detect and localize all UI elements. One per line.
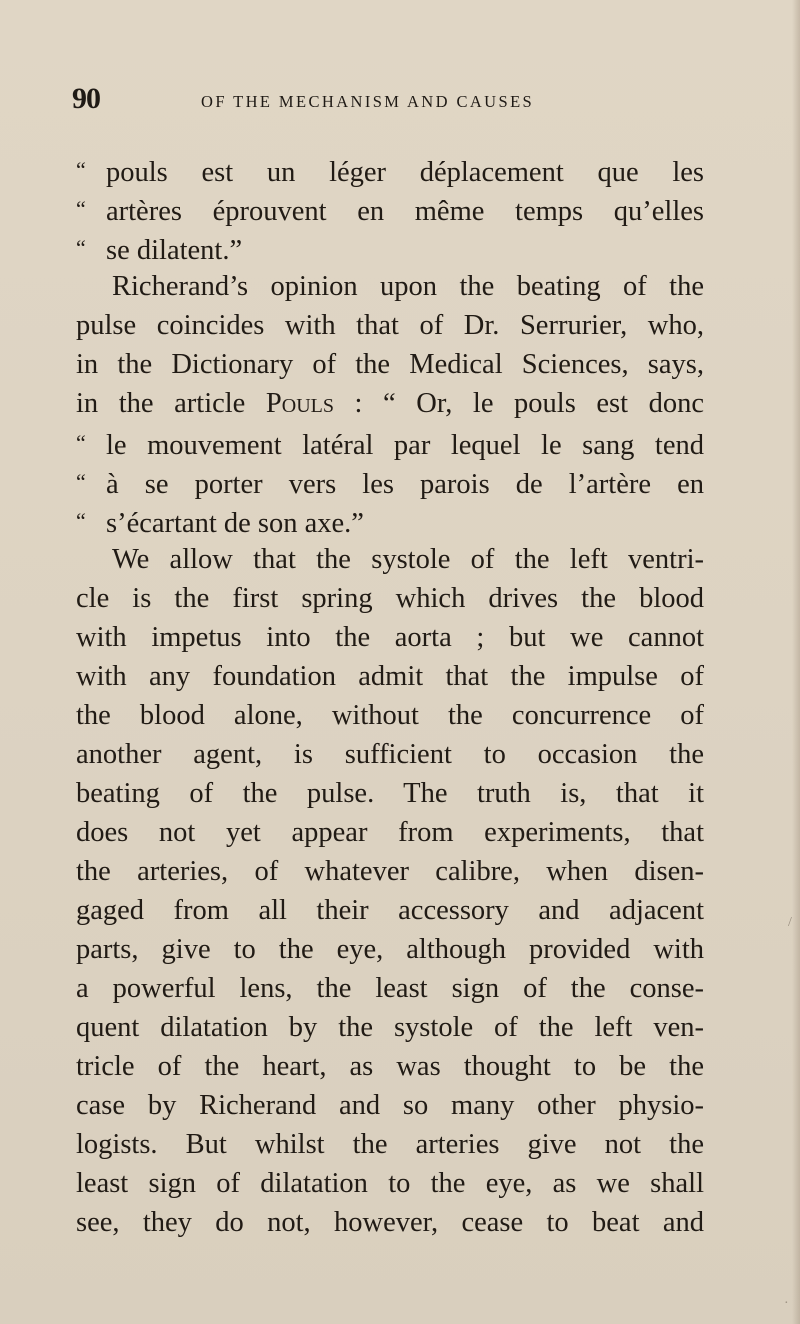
text-line [76,345,704,384]
text-line [76,813,704,852]
text-line [76,696,704,735]
text-line [76,657,704,696]
quote-mark: “ [76,157,86,182]
line-text: with impetus into the aorta ; but we cannot [76,622,704,653]
text-line [76,228,704,267]
text-line [76,735,704,774]
line-text: the blood alone, without the concurrence of [76,700,704,731]
text-line [76,618,704,657]
page-number: 90 [72,82,100,115]
text-line [76,501,704,540]
quote-mark: “ [76,196,86,221]
line-text: case by Richerand and so many other physio- [76,1090,704,1121]
line-text: gaged from all their accessory and adjacent [76,895,704,926]
text-line [76,774,704,813]
line-text: a powerful lens, the least sign of the conse- [76,973,704,1004]
line-text: We allow that the systole of the left ventri- [112,544,704,575]
text-line [76,540,704,579]
body-text [76,150,704,1242]
quote-mark: “ [76,508,86,533]
line-text: beating of the pulse. The truth is, that it [76,778,704,809]
line-text: in the article Pouls : “ Or, le pouls est donc [76,388,704,419]
line-text: tricle of the heart, as was thought to be the [76,1051,704,1082]
text-line [76,267,704,306]
text-line [76,1203,704,1242]
text-line [76,423,704,462]
text-line [76,384,704,423]
line-text: pouls est un léger déplacement que les [106,157,704,188]
line-text: does not yet appear from experiments, that [76,817,704,848]
line-text: Richerand’s opinion upon the beating of the [112,271,704,302]
line-text: à se porter vers les parois de l’artère en [106,469,704,500]
quote-mark: “ [76,235,86,260]
line-text: the arteries, of whatever calibre, when disen- [76,856,704,887]
line-text: quent dilatation by the systole of the left ven- [76,1012,704,1043]
line-text: se dilatent.” [106,235,243,266]
line-text: cle is the first spring which drives the blood [76,583,704,614]
text-line [76,1047,704,1086]
text-line [76,189,704,228]
quote-mark: “ [76,430,86,455]
line-text: pulse coincides with that of Dr. Serrurier, who, [76,310,704,341]
text-line [76,150,704,189]
text-line [76,1086,704,1125]
page-header [72,82,712,132]
quote-mark: “ [76,469,86,494]
text-line [76,1008,704,1047]
line-text: le mouvement latéral par lequel le sang tend [106,430,704,461]
margin-dot: · [784,1296,789,1311]
text-line [76,462,704,501]
text-line [76,852,704,891]
running-head: OF THE MECHANISM AND CAUSES [201,92,535,111]
line-text: logists. But whilst the arteries give not the [76,1129,704,1160]
text-line [76,1125,704,1164]
text-line [76,891,704,930]
line-text: least sign of dilatation to the eye, as we shall [76,1168,704,1199]
text-line [76,969,704,1008]
line-text: see, they do not, however, cease to beat and [76,1207,704,1238]
text-line [76,306,704,345]
text-line [76,1164,704,1203]
line-text: another agent, is sufficient to occasion the [76,739,704,770]
line-text: in the Dictionary of the Medical Sciences, says, [76,349,704,380]
line-text: s’écartant de son axe.” [106,508,364,539]
page-edge-shadow [792,0,800,1324]
text-line [76,930,704,969]
line-text: parts, give to the eye, although provided with [76,934,704,965]
line-text: artères éprouvent en même temps qu’elles [106,196,704,227]
line-text: with any foundation admit that the impulse of [76,661,704,692]
text-line [76,579,704,618]
margin-mark: / [788,915,792,930]
